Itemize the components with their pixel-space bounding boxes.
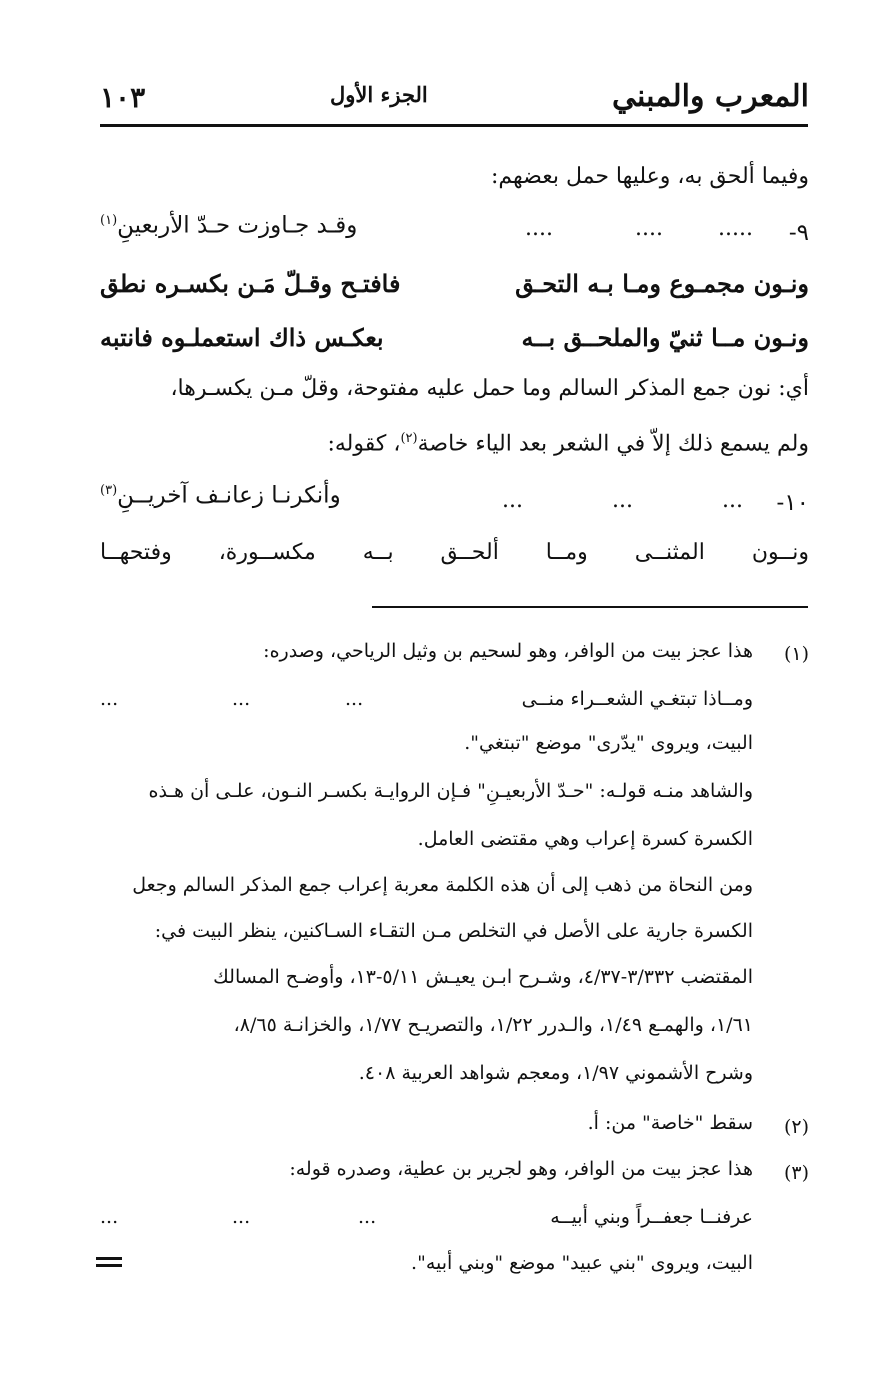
explain-line2 <box>327 432 809 455</box>
footnote-number-3: (٣) <box>783 1162 809 1184</box>
poem-line1-right: ونـون مجمـوع ومـا بـه التحـق <box>515 269 809 298</box>
header-rule <box>100 124 808 127</box>
footnote-number-1: (١) <box>783 643 809 665</box>
verse9-hemistich: وقـد جـاوزت حـدّ الأربعينِ <box>117 212 358 239</box>
running-header-title: المعرب والمبني <box>612 79 809 114</box>
footnote1-line9: وشرح الأشموني ١/٩٧، ومعجم شواهد العربية ٤٠٨. <box>358 1062 753 1084</box>
verse10-hemistich: وأنكرنـا زعانـف آخريــنِ <box>117 482 341 509</box>
verse10-dots-2: ... <box>612 488 633 513</box>
footnote1-verse: ومــاذا تبتغـي الشعــراء منــى <box>521 688 753 710</box>
footnote1-line3: والشاهد منـه قولـه: "حـدّ الأربعيـنِ" فـإن الروايـة بكسـر النـون، علـى أن هـذه <box>148 780 753 802</box>
footnote1-line7: المقتضب ٣/٣٣٢-٤/٣٧، وشـرح ابـن يعيـش ٥/١١-١٣، وأوضـح المسالك <box>213 966 753 988</box>
verse9-dots-2: .... <box>635 216 663 241</box>
footnote3-verse-dots-1: ... <box>100 1206 119 1228</box>
footnote1-line6: الكسرة جارية على الأصل في التخلص مـن التقـاء السـاكنين، ينظر البيت في: <box>154 920 753 942</box>
footnote1-verse-dots-2: ... <box>232 688 251 710</box>
poem-line1-left: فافتـح وقـلّ مَـن بكسـره نطق <box>100 269 401 298</box>
footnote1-line1: هذا عجز بيت من الوافر، وهو لسحيم بن وثيل الرياحي، وصدره: <box>263 640 753 662</box>
last-body-line: ونــون المثنــى ومــا ألحــق بــه مكســورة، وفتحهــا <box>100 540 809 565</box>
footnote3-verse-dots-2: ... <box>232 1206 251 1228</box>
verse9-dots-3: .... <box>525 216 553 241</box>
footnote1-verse-dots-1: ... <box>100 688 119 710</box>
footnote-ref-2: (٢) <box>400 431 418 446</box>
verse9-dots-1: ..... <box>718 216 753 241</box>
footnote3-line1: هذا عجز بيت من الوافر، وهو لجرير بن عطية، وصدره قوله: <box>289 1158 753 1180</box>
verse9-text <box>100 214 357 238</box>
footnote-separator <box>372 606 808 608</box>
explain-line2-text: ولم يسمع ذلك إلاّ في الشعر بعد الياء خاصة <box>417 431 809 457</box>
footnote-ref-1: (١) <box>100 213 118 228</box>
footnote-ref-3: (٣) <box>100 483 118 498</box>
footnote3-verse-dots-3: ... <box>358 1206 377 1228</box>
verse10-text <box>100 484 341 508</box>
verse10-dots-1: ... <box>722 488 743 513</box>
footnote1-line4: الكسرة كسرة إعراب وهي مقتضى العامل. <box>417 828 753 850</box>
verse9-number: ٩- <box>788 220 809 246</box>
footnote-number-2: (٢) <box>783 1116 809 1138</box>
verse10-number: ١٠- <box>776 490 809 516</box>
running-header-part: الجزء الأول <box>330 82 428 107</box>
footnote1-line8: ١/٦١، والهمـع ١/٤٩، والـدرر ١/٢٢، والتصريـح ١/٧٧، والخزانـة ٨/٦٥، <box>233 1014 753 1036</box>
explain-line2-tail: ، كقوله: <box>327 431 401 457</box>
verse10-dots-3: ... <box>502 488 523 513</box>
footnote1-line2: البيت، ويروى "يدّرى" موضع "تبتغي". <box>464 732 753 754</box>
intro-line: وفيما ألحق به، وعليها حمل بعضهم: <box>490 164 809 189</box>
poem-line2-right: ونـون مــا ثنيّ والملحــق بــه <box>521 323 809 352</box>
end-mark-upper <box>96 1257 122 1260</box>
footnote1-line5: ومن النحاة من ذهب إلى أن هذه الكلمة معربة إعراب جمع المذكر السالم وجعل <box>132 874 753 896</box>
page-number: ١٠٣ <box>100 81 146 114</box>
footnote2-line1: سقط "خاصة" من: أ. <box>587 1112 753 1134</box>
footnote1-verse-dots-3: ... <box>345 688 364 710</box>
poem-line2-left: بعكـس ذاك استعملـوه فانتبه <box>100 323 384 352</box>
end-mark-lower <box>96 1264 122 1267</box>
explain-line1: أي: نون جمع المذكر السالم وما حمل عليه مفتوحة، وقلّ مـن يكسـرها، <box>170 376 809 401</box>
footnote3-verse: عرفنــا جعفــراً وبني أبيــه <box>550 1206 753 1228</box>
footnote3-line2: البيت، ويروى "بني عبيد" موضع "وبني أبيه". <box>411 1252 753 1274</box>
